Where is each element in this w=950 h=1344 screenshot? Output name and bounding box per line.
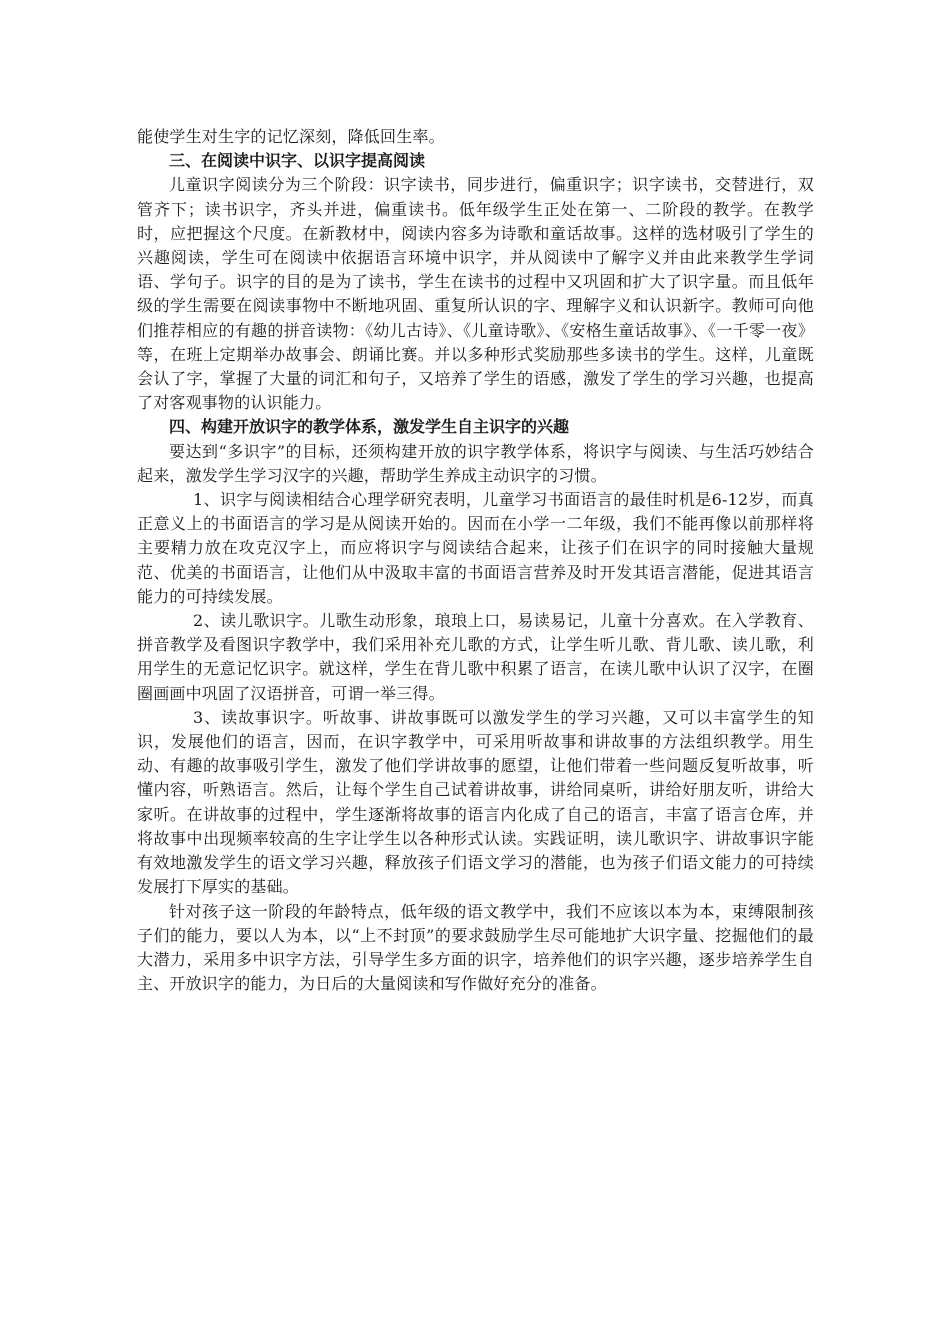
paragraph-continuation: 能使学生对生字的记忆深刻，降低回生率。 bbox=[137, 127, 445, 146]
paragraph-open-literacy: 要达到“多识字”的目标，还须构建开放的识字教学体系，将识字与阅读、与生活巧妙结合起来，激发学生学习汉字的兴趣，帮助学生养成主动识字的习惯。 bbox=[137, 441, 814, 485]
section-heading-4: 四、构建开放识字的教学体系，激发学生自主识字的兴趣 bbox=[169, 417, 570, 437]
paragraph-conclusion: 针对孩子这一阶段的年龄特点，低年级的语文教学中，我们不应该以本为本，束缚限制孩子们的能力，要以人为本，以“上不封顶”的要求鼓励学生尽可能地扩大识字量、挖掘他们的最大潜力，采用多中识字方法，引导学生多方面的识字，培养他们的识字兴趣，逐步培养学生自主、开放识字的能力，为日后的大量阅读和写作做好充分的准备。 bbox=[137, 901, 814, 994]
section-heading-3: 三、在阅读中识字、以识字提高阅读 bbox=[169, 151, 426, 171]
paragraph-reading-stages: 儿童识字阅读分为三个阶段：识字读书，同步进行，偏重识字；识字读书，交替进行，双管齐下；读书识字，齐头并进，偏重读书。低年级学生正处在第一、二阶段的教学。在教学时，应把握这个尺度。在新教材中，阅读内容多为诗歌和童话故事。这样的选材吸引了学生的兴趣阅读，学生可在阅读中依据语言环境中识字，并从阅读中了解字义并由此来教学生学词语、学句子。识字的目的是为了读书，学生在读书的过程中又巩固和扩大了识字量。而且低年级的学生需要在阅读事物中不断地巩固、重复所认识的字、理解字义和认识新字。教师可向他们推荐相应的有趣的拼音读物：《幼儿古诗》、《儿童诗歌》、《安格生童话故事》、《一千零一夜》等，在班上定期举办故事会、朗诵比赛。并以多种形式奖励那些多读书的学生。这样，儿童既会认了字，掌握了大量的词汇和句子，又培养了学生的语感，激发了学生的学习兴趣，也提高了对客观事物的认识能力。 bbox=[137, 175, 814, 413]
paragraph-item-2: 2、读儿歌识字。儿歌生动形象，琅琅上口，易读易记，儿童十分喜欢。在入学教育、拼音教学及看图识字教学中，我们采用补充儿歌的方式，让学生听儿歌、背儿歌、读儿歌，利用学生的无意记忆识字。就这样，学生在背儿歌中积累了语言，在读儿歌中认识了汉字，在圈圈画画中巩固了汉语拼音，可谓一举三得。 bbox=[137, 611, 814, 703]
paragraph-item-1: 1、识字与阅读相结合心理学研究表明，儿童学习书面语言的最佳时机是6-12岁，而真正意义上的书面语言的学习是从阅读开始的。因而在小学一二年级，我们不能再像以前那样将主要精力放在攻克汉字上，而应将识字与阅读结合起来，让孩子们在识字的同时接触大量规范、优美的书面语言，让他们从中汲取丰富的书面语言营养及时开发其语言潜能，促进其语言能力的可持续发展。 bbox=[137, 490, 814, 606]
paragraph-item-3: 3、读故事识字。听故事、讲故事既可以激发学生的学习兴趣，又可以丰富学生的知识，发展他们的语言，因而，在识字教学中，可采用听故事和讲故事的方法组织教学。用生动、有趣的故事吸引学生，激发了他们学讲故事的愿望，让他们带着一些问题反复听故事，听懂内容，听熟语言。然后，让每个学生自己试着讲故事，讲给同桌听，讲给好朋友听，讲给大家听。在讲故事的过程中，学生逐渐将故事的语言内化成了自己的语言，丰富了语言仓库，并将故事中出现频率较高的生字让学生以各种形式认读。实践证明，读儿歌识字、讲故事识字能有效地激发学生的语文学习兴趣，释放孩子们语文学习的潜能，也为孩子们语文能力的可持续发展打下厚实的基础。 bbox=[137, 707, 814, 897]
document-body bbox=[137, 125, 814, 996]
